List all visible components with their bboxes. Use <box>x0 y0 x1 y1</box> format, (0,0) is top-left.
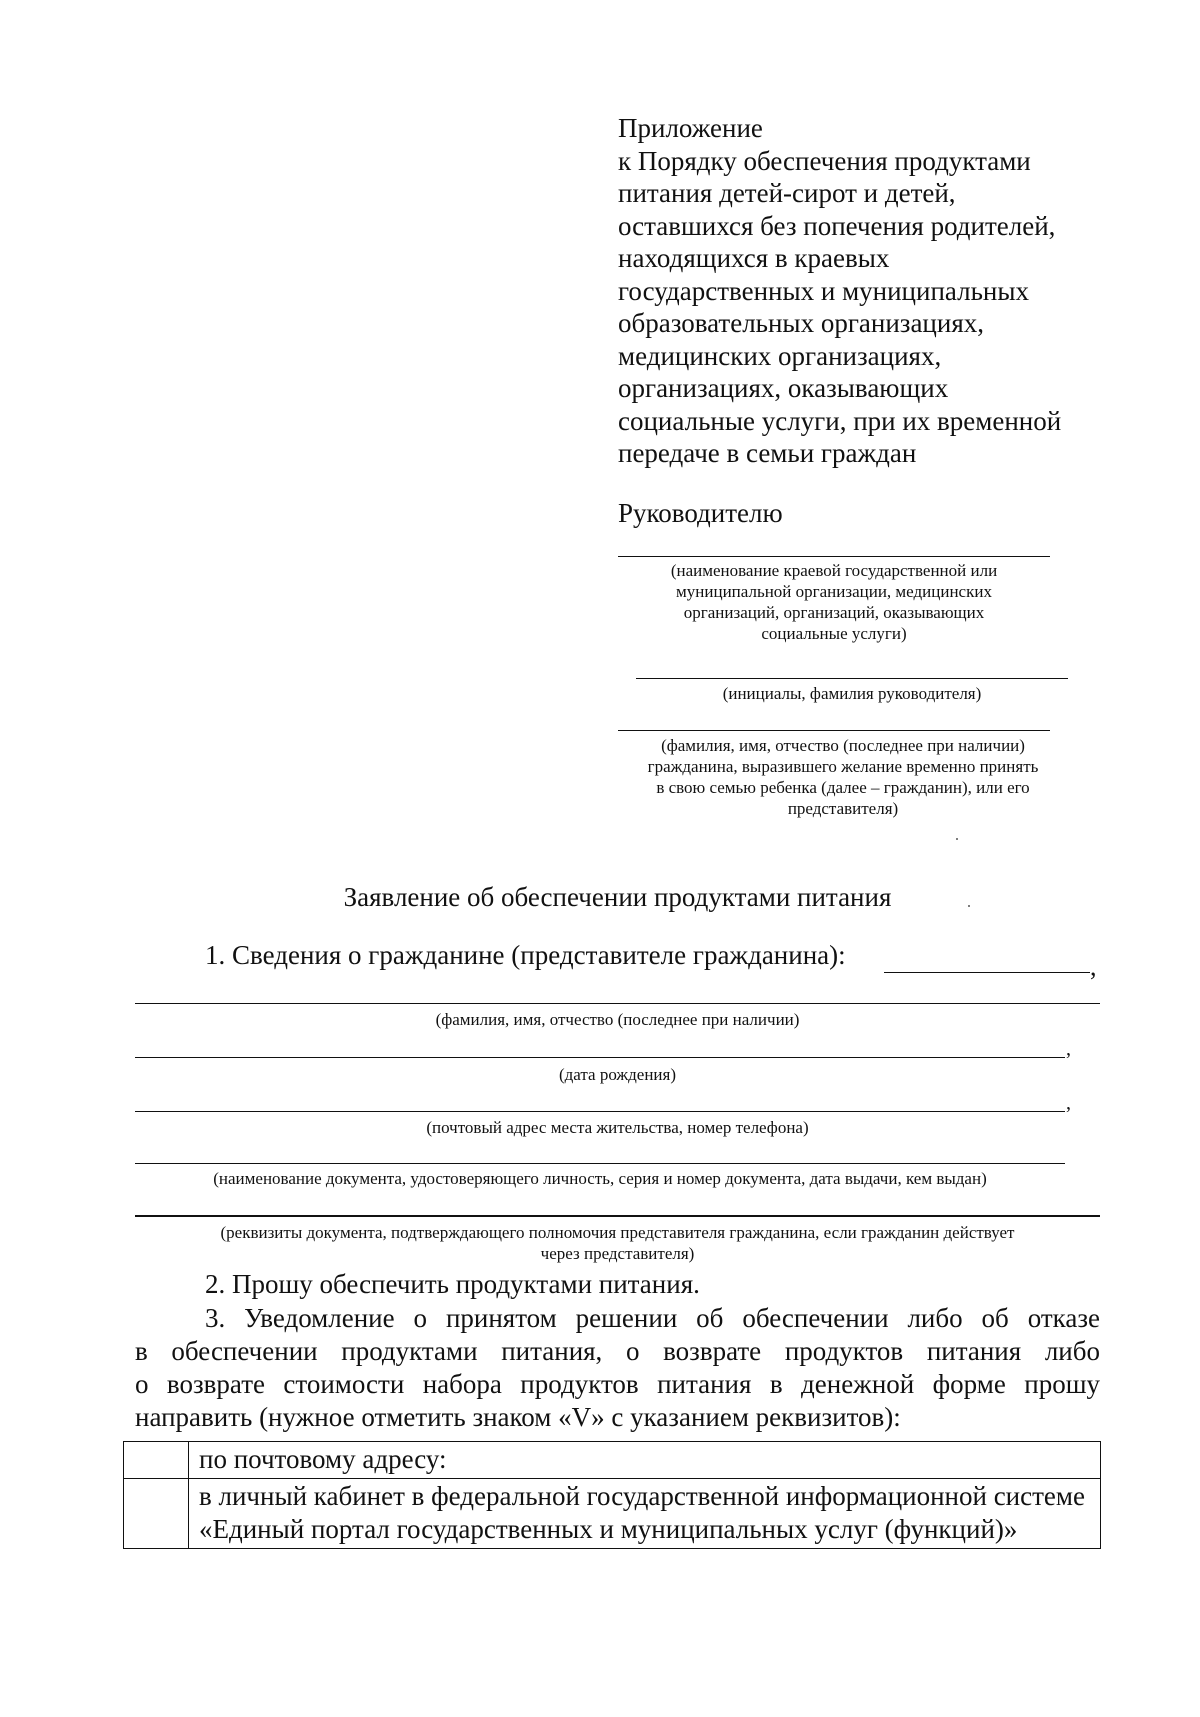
item-1-comma: , <box>1090 952 1097 981</box>
item-1-inline-line[interactable] <box>884 972 1090 973</box>
address-phone-comma: , <box>1066 1092 1071 1114</box>
document-title: Заявление об обеспечении продуктами питания <box>343 882 892 912</box>
appendix-line: государственных и муниципальных <box>618 275 1029 306</box>
appendix-line: оставшихся без попечения родителей, <box>618 210 1056 241</box>
org-name-line[interactable] <box>618 556 1050 557</box>
caption-line: в свою семью ребенка (далее – гражданин), или его <box>656 778 1030 797</box>
option-checkbox-postal[interactable] <box>124 1442 189 1479</box>
caption-line: (реквизиты документа, подтверждающего полномочия представителя гражданина, если гражданин действует <box>220 1223 1015 1242</box>
appendix-line: находящихся в краевых <box>618 243 890 273</box>
caption-line: (фамилия, имя, отчество (последнее при наличии) <box>661 736 1025 755</box>
option-row-gosuslugi <box>124 1479 1101 1549</box>
birth-date-comma: , <box>1066 1038 1071 1060</box>
option-checkbox-gosuslugi[interactable] <box>124 1479 189 1549</box>
caption-line: гражданина, выразившего желание временно принять <box>647 757 1039 776</box>
fio-caption: (фамилия, имя, отчество (последнее при наличии) <box>435 1010 800 1029</box>
address-phone-caption: (почтовый адрес места жительства, номер телефона) <box>426 1118 809 1137</box>
item-3-line: о возврате стоимости набора продуктов питания в денежной форме прошу <box>135 1369 1100 1399</box>
delivery-options-table <box>123 1441 1101 1549</box>
caption-line: (наименование краевой государственной или <box>670 561 998 580</box>
appendix-line: к Порядку обеспечения продуктами <box>618 145 1031 176</box>
appendix-line: питания детей-сирот и детей, <box>618 178 956 208</box>
representative-document-caption <box>135 1222 1100 1264</box>
option-label-postal: по почтовому адресу: <box>189 1442 1101 1479</box>
option-row-postal <box>124 1442 1101 1479</box>
representative-document-line[interactable] <box>135 1215 1100 1217</box>
option-label-gosuslugi: в личный кабинет в федеральной государственной информационной системе «Единый портал государственных и муниципальных услуг (функций)» <box>189 1479 1101 1549</box>
address-phone-line[interactable] <box>135 1111 1065 1112</box>
caption-line: через представителя) <box>540 1244 695 1263</box>
head-initials-caption: (инициалы, фамилия руководителя) <box>722 684 982 703</box>
caption-line: муниципальной организации, медицинских <box>676 582 992 601</box>
caption-line: представителя) <box>787 799 899 818</box>
appendix-line: социальные услуги, при их временной <box>618 405 1062 436</box>
appendix-line: организациях, оказывающих <box>618 373 949 403</box>
head-initials-line[interactable] <box>636 678 1068 679</box>
appendix-line: образовательных организациях, <box>618 308 984 338</box>
citizen-name-caption <box>608 735 1078 819</box>
birth-date-caption: (дата рождения) <box>558 1065 677 1084</box>
scan-speck <box>956 838 958 840</box>
appendix-line: передаче в семьи граждан <box>618 438 917 468</box>
birth-date-line[interactable] <box>135 1057 1065 1058</box>
caption-line: организаций, организаций, оказывающих <box>683 603 985 622</box>
caption-line: социальные услуги) <box>761 624 907 643</box>
id-document-caption: (наименование документа, удостоверяющего личность, серия и номер документа, дата выдачи, кем выдан) <box>213 1169 987 1188</box>
appendix-header <box>618 112 1088 470</box>
item-2-text: 2. Прошу обеспечить продуктами питания. <box>205 1269 700 1299</box>
item-3-line: 3. Уведомление о принятом решении об обеспечении либо об отказе <box>205 1303 1100 1333</box>
recipient-title: Руководителю <box>618 498 783 528</box>
citizen-name-line[interactable] <box>618 730 1050 731</box>
item-3-line: направить (нужное отметить знаком «V» с указанием реквизитов): <box>135 1402 901 1432</box>
item-1-label: 1. Сведения о гражданине (представителе гражданина): <box>205 940 846 970</box>
org-name-caption <box>618 560 1050 644</box>
id-document-line[interactable] <box>135 1163 1065 1164</box>
fio-line[interactable] <box>135 1003 1100 1004</box>
appendix-line: Приложение <box>618 113 763 143</box>
item-3-line: в обеспечении продуктами питания, о возврате продуктов питания либо <box>135 1336 1100 1366</box>
appendix-line: медицинских организациях, <box>618 340 942 371</box>
